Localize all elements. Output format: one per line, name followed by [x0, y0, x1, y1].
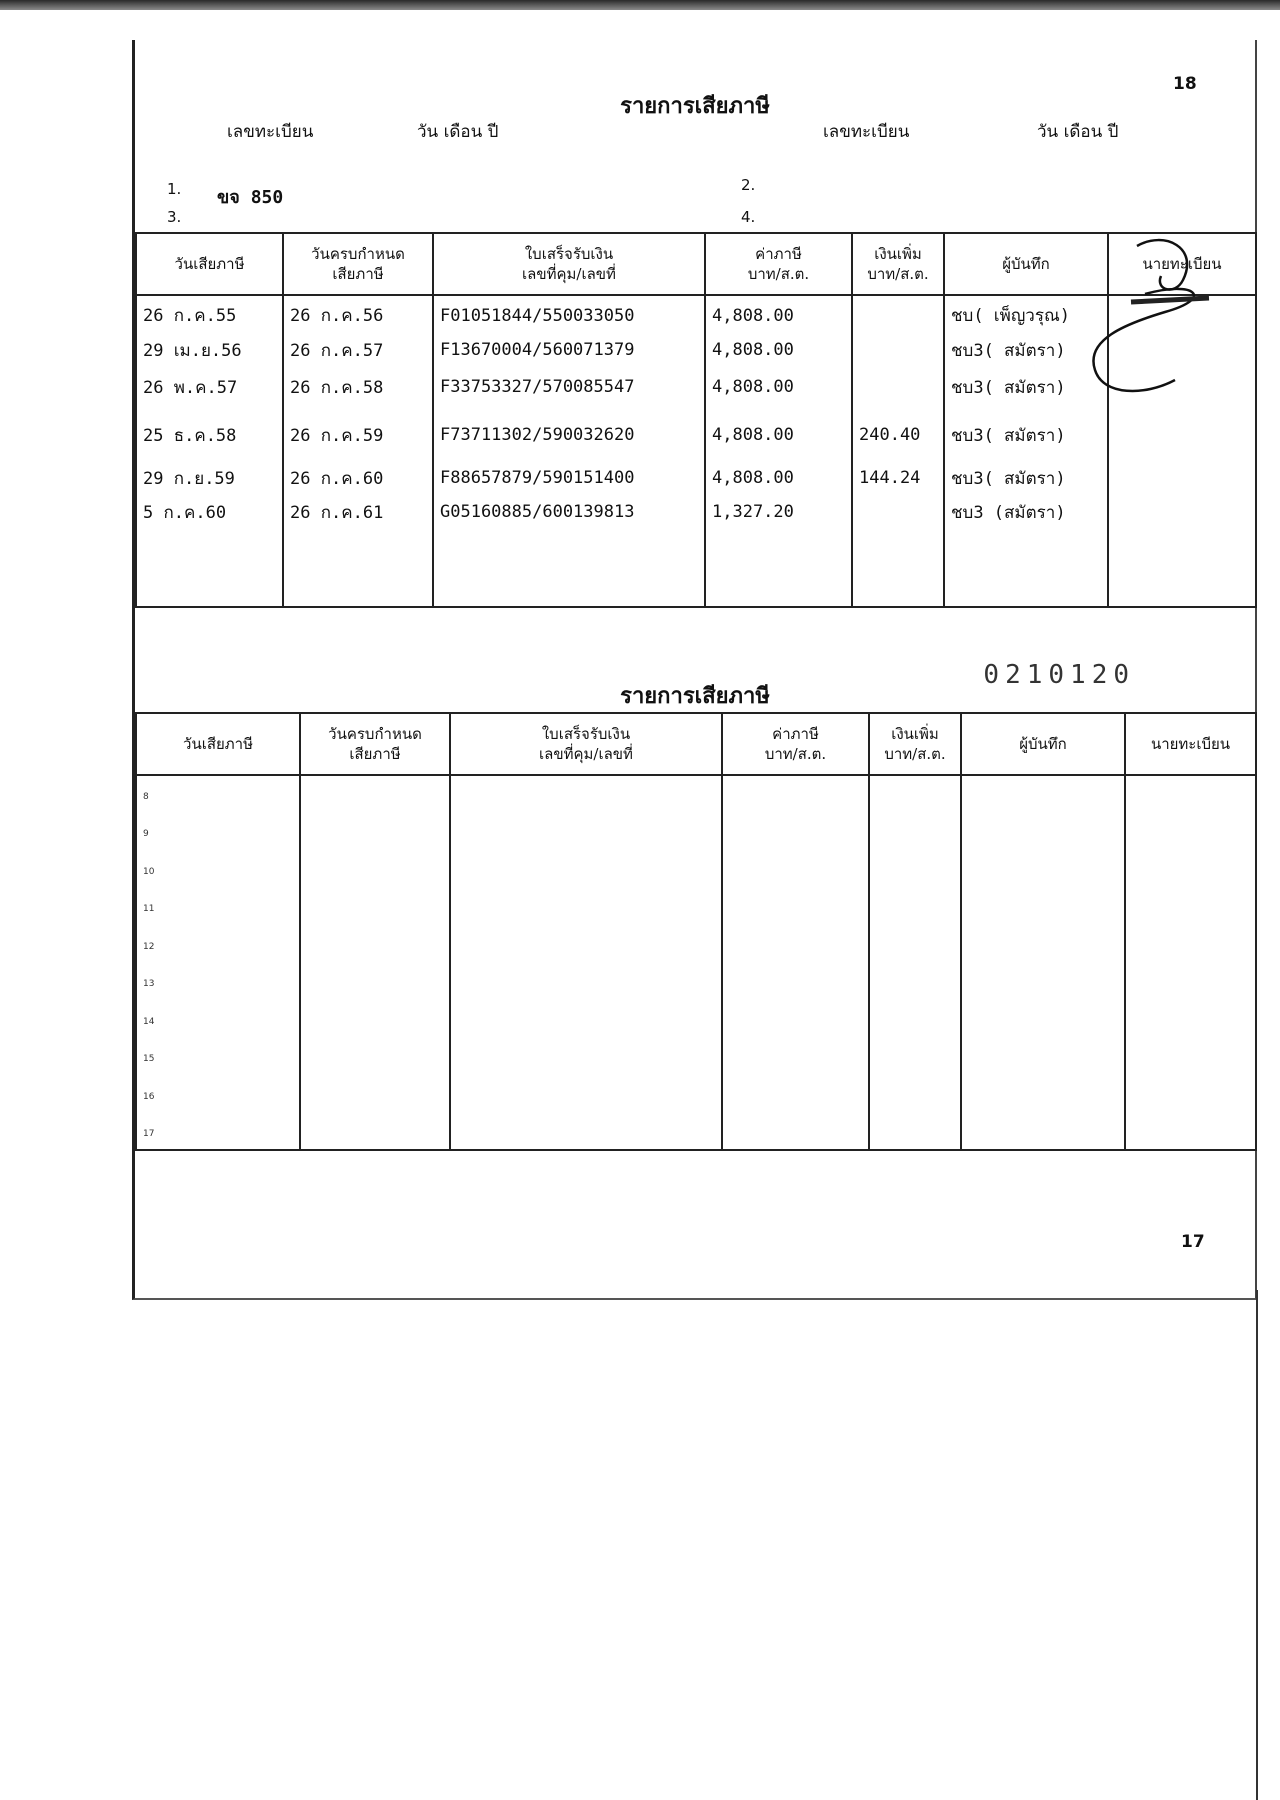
section-title-bottom: รายการเสียภาษี	[620, 683, 770, 709]
tax-amount: 4,808.00	[705, 409, 852, 461]
recorder: ชบ3( สมัตรา)	[944, 335, 1108, 365]
handwritten-signature	[135, 40, 1255, 460]
header-recorder: ผู้บันทึก	[961, 713, 1125, 775]
receipt-number: G05160885/600139813	[433, 495, 705, 529]
tax-amount: 4,808.00	[705, 335, 852, 365]
row-number: 8	[143, 792, 149, 803]
table-header-row	[136, 713, 1256, 775]
empty-table-row	[136, 1113, 1256, 1151]
tax-amount: 4,808.00	[705, 365, 852, 409]
registrar	[1108, 461, 1256, 495]
registration-number-4: 4.	[741, 208, 756, 226]
empty-table-row	[136, 1000, 1256, 1038]
surcharge	[852, 495, 944, 529]
recorder: ชบ3( สมัตรา)	[944, 365, 1108, 409]
header-due-date: วันครบกำหนด เสียภาษี	[300, 713, 450, 775]
header-registrar: นายทะเบียน	[1108, 233, 1256, 295]
empty-table-row	[136, 850, 1256, 888]
surcharge: 240.40	[852, 409, 944, 461]
header-payment-date: วันเสียภาษี	[136, 233, 283, 295]
surcharge: 144.24	[852, 461, 944, 495]
header-label-date-1: วัน เดือน ปี	[417, 122, 499, 142]
payment-date: 29 เม.ย.56	[136, 335, 283, 365]
registrar	[1108, 495, 1256, 529]
scan-border-line	[1256, 1290, 1258, 1800]
row-number: 11	[143, 904, 155, 915]
tax-payment-table-bottom	[135, 712, 1257, 1151]
receipt-number: F13670004/560071379	[433, 335, 705, 365]
registration-number-3: 3.	[167, 208, 182, 226]
page-number-top: 18	[1173, 74, 1197, 94]
payment-date: 26 ก.ค.55	[136, 295, 283, 335]
payment-date: 5 ก.ค.60	[136, 495, 283, 529]
table-row	[136, 495, 1256, 529]
header-recorder: ผู้บันทึก	[944, 233, 1108, 295]
header-tax-amount: ค่าภาษี บาท/ส.ต.	[722, 713, 869, 775]
row-number: 16	[143, 1091, 155, 1102]
header-registrar: นายทะเบียน	[1125, 713, 1256, 775]
recorder: ชบ3( สมัตรา)	[944, 409, 1108, 461]
recorder: ชบ3 (สมัตรา)	[944, 495, 1108, 529]
empty-table-row	[136, 1038, 1256, 1076]
recorder: ชบ3( สมัตรา)	[944, 461, 1108, 495]
due-date: 26 ก.ค.58	[283, 365, 433, 409]
header-label-date-2: วัน เดือน ปี	[1037, 122, 1119, 142]
tax-amount: 1,327.20	[705, 495, 852, 529]
header-receipt-number: ใบเสร็จรับเงิน เลขที่คุม/เลขที่	[450, 713, 722, 775]
tax-record-page	[132, 40, 1257, 1300]
registration-number-1: 1.	[167, 180, 182, 198]
tax-amount: 4,808.00	[705, 295, 852, 335]
due-date: 26 ก.ค.61	[283, 495, 433, 529]
row-number: 14	[143, 1016, 155, 1027]
page-number-bottom: 17	[1181, 1232, 1205, 1252]
tax-amount: 4,808.00	[705, 461, 852, 495]
row-number: 9	[143, 829, 149, 840]
payment-date: 29 ก.ย.59	[136, 461, 283, 495]
empty-table-row	[136, 775, 1256, 813]
row-number: 13	[143, 979, 155, 990]
empty-table-row	[136, 888, 1256, 926]
row-number: 12	[143, 941, 155, 952]
faded-stamp-number: 0210120	[983, 660, 1135, 690]
receipt-number: F73711302/590032620	[433, 409, 705, 461]
empty-table-row	[136, 925, 1256, 963]
header-label-registration-2: เลขทะเบียน	[823, 122, 910, 142]
registration-plate-1: ขจ 850	[217, 187, 284, 208]
header-label-registration-1: เลขทะเบียน	[227, 122, 314, 142]
header-due-date: วันครบกำหนด เสียภาษี	[283, 233, 433, 295]
due-date: 26 ก.ค.56	[283, 295, 433, 335]
receipt-number: F01051844/550033050	[433, 295, 705, 335]
empty-table-row	[136, 813, 1256, 851]
empty-table-row	[136, 963, 1256, 1001]
header-tax-amount: ค่าภาษี บาท/ส.ต.	[705, 233, 852, 295]
row-number: 15	[143, 1054, 155, 1065]
table-row-empty	[136, 529, 1256, 607]
due-date: 26 ก.ค.60	[283, 461, 433, 495]
registration-number-2: 2.	[741, 176, 756, 194]
header-surcharge: เงินเพิ่ม บาท/ส.ต.	[852, 233, 944, 295]
recorder: ชบ( เพ็ญวรุณ)	[944, 295, 1108, 335]
row-number: 10	[143, 866, 155, 877]
table-row	[136, 461, 1256, 495]
due-date: 26 ก.ค.57	[283, 335, 433, 365]
receipt-number: F88657879/590151400	[433, 461, 705, 495]
header-receipt-number: ใบเสร็จรับเงิน เลขที่คุม/เลขที่	[433, 233, 705, 295]
row-number: 17	[143, 1128, 155, 1139]
receipt-number: F33753327/570085547	[433, 365, 705, 409]
payment-date: 26 พ.ค.57	[136, 365, 283, 409]
header-payment-date: วันเสียภาษี	[136, 713, 300, 775]
empty-table-row	[136, 1075, 1256, 1113]
section-title-top: รายการเสียภาษี	[620, 93, 770, 119]
payment-date: 25 ธ.ค.58	[136, 409, 283, 461]
due-date: 26 ก.ค.59	[283, 409, 433, 461]
scan-edge	[0, 0, 1280, 10]
header-surcharge: เงินเพิ่ม บาท/ส.ต.	[869, 713, 961, 775]
